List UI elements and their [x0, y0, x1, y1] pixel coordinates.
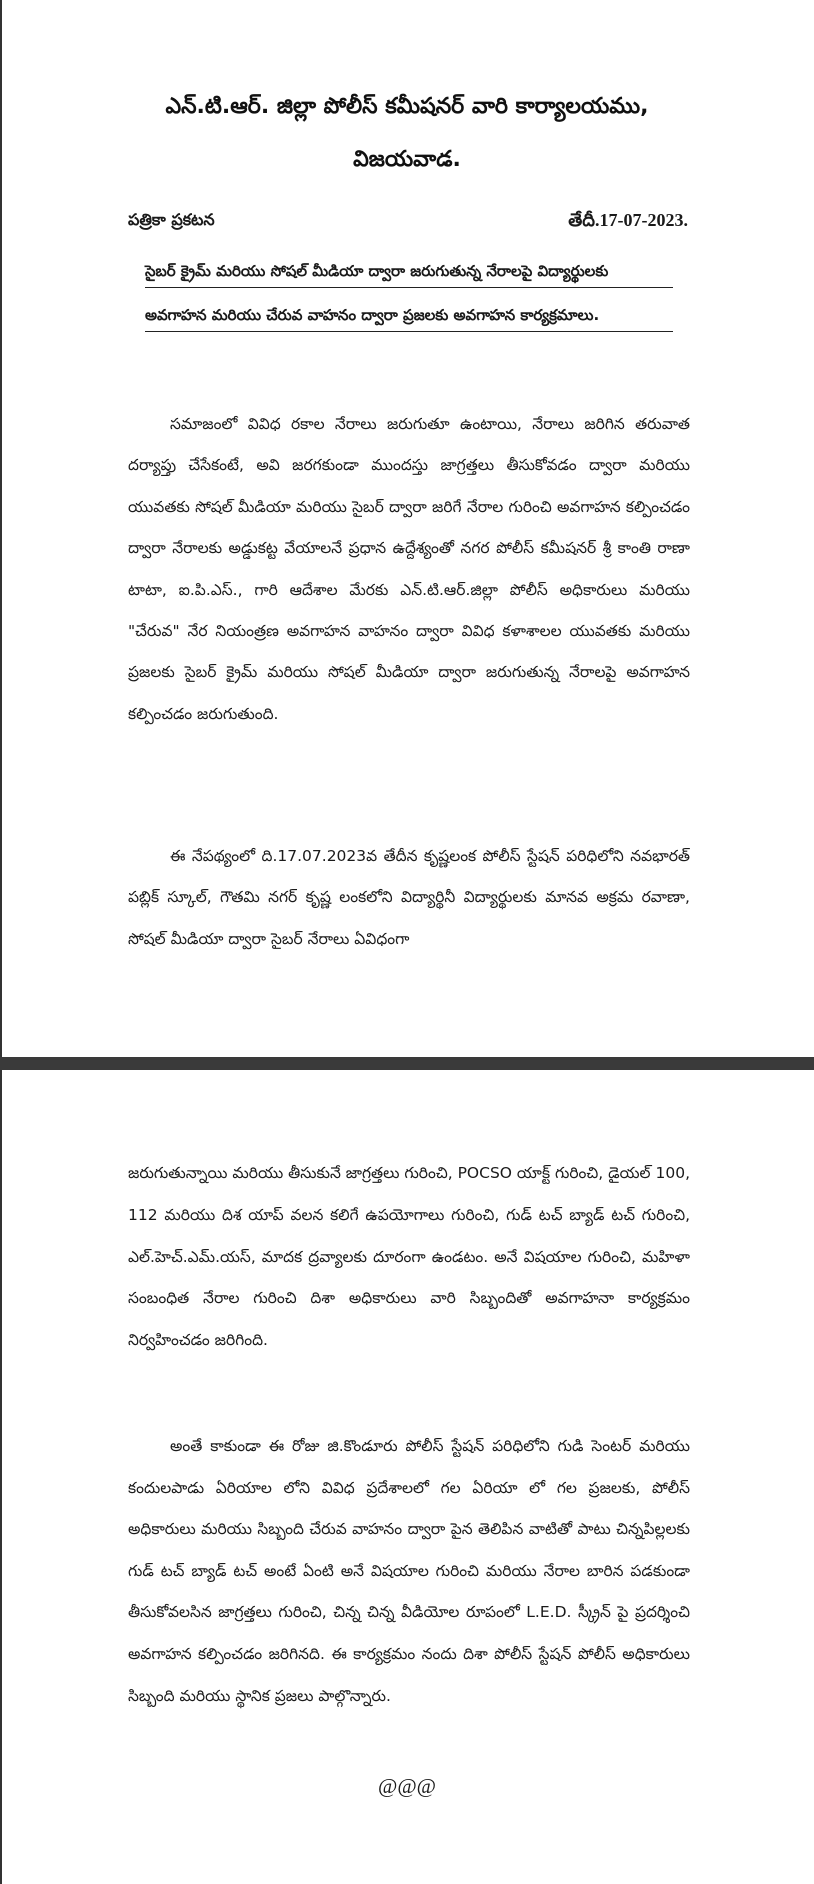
subject-line-1: సైబర్ క్రైమ్ మరియు సోషల్ మీడియా ద్వారా జరుగుతున్న నేరాలపై విద్యార్థులకు: [145, 261, 673, 288]
body-paragraph-2: [128, 836, 690, 960]
office-title: ఎన్.టి.ఆర్. జిల్లా పోలీస్ కమీషనర్ వారి కార్యాలయము,: [165, 94, 649, 119]
office-city: విజయవాడ.: [353, 147, 461, 172]
paragraph-2-text: ఈ నేపథ్యంలో ది.17.07.2023వ తేదీన కృష్ణలంక పోలీస్ స్టేషన్ పరిధిలోని నవభారత్ పబ్లిక్ స్కూల్, గౌతమి నగర్ కృష్ణ లంకలోని విద్యార్థినీ విద్యార్థులకు మానవ అక్రమ రవాణా, సోషల్ మీడియా ద్వారా సైబర్ నేరాలు ఏవిధంగా: [128, 847, 690, 948]
page-divider: [0, 1057, 814, 1070]
paragraph-4-text: అంతే కాకుండా ఈ రోజు జి.కొండూరు పోలీస్ స్టేషన్ పరిధిలోని గుడి సెంటర్ మరియు కందులపాడు ఏరియాల లోని వివిధ ప్రదేశాలలో గల ఏరియా లో గల ప్రజలకు, పోలీస్ అధికారులు మరియు సిబ్బంది చేరువ వాహనం ద్వారా పైన తెలిపిన వాటితో పాటు చిన్నపిల్లలకు గుడ్ టచ్ బ్యాడ్ టచ్ అంటే ఏంటి అనే విషయాల గురించి మరియు నేరాల బారిన పడకుండా తీసుకోవలసిన జాగ్రత్తలు గురించి, చిన్న చిన్న వీడియోల రూపంలో L.E.D. స్క్రీన్ పై ప్రదర్శించి అవగాహన కల్పించడం జరిగినది. ఈ కార్యక్రమం నందు దిశా పోలీస్ స్టేషన్ పోలీస్ అధికారులు సిబ్బంది మరియు స్థానిక ప్రజలు పాల్గొన్నారు.: [128, 1437, 690, 1705]
release-date: తేదీ.17-07-2023.: [568, 210, 688, 230]
paragraph-3-text: జరుగుతున్నాయి మరియు తీసుకునే జాగ్రత్తలు గురించి, POCSO యాక్ట్ గురించి, డైయల్ 100, 112 మరియు దిశ యాప్ వలన కలిగే ఉపయోగాలు గురించి, గుడ్ టచ్ బ్యాడ్ టచ్ గురించి, ఎల్.హెచ్.ఎమ్.యస్, మాదక ద్రవ్యాలకు దూరంగా ఉండటం. అనే విషయాల గురించి, మహిళా సంబంధిత నేరాల గురించి దిశా అధికారులు వారి సిబ్బందితో అవగాహనా కార్యక్రమం నిర్వహించడం జరిగింది.: [128, 1164, 690, 1350]
paragraph-1-text: సమాజంలో వివిధ రకాల నేరాలు జరుగుతూ ఉంటాయి, నేరాలు జరిగిన తరువాత దర్యాప్తు చేసేకంటే, అవి జరగకుండా ముందస్తు జాగ్రత్తలు తీసుకోవడం ద్వారా మరియు యువతకు సోషల్ మీడియా మరియు సైబర్ ద్వారా జరిగే నేరాల గురించి అవగాహన కల్పించడం ద్వారా నేరాలకు అడ్డుకట్ట వేయాలనే ప్రధాన ఉద్దేశ్యంతో నగర పోలీస్ కమీషనర్ శ్రీ కాంతి రాణా టాటా, ఐ.పి.ఎస్., గారి ఆదేశాల మేరకు ఎన్.టి.ఆర్.జిల్లా పోలీస్ అధికారులు మరియు "చేరువ" నేర నియంత్రణ అవగాహన వాహనం ద్వారా వివిధ కళాశాలల యువతకు మరియు ప్రజలకు సైబర్ క్రైమ్ మరియు సోషల్ మీడియా ద్వారా జరుగుతున్న నేరాలపై అవగాహన కల్పించడం జరుగుతుంది.: [128, 415, 690, 723]
body-paragraph-1: [128, 404, 690, 735]
body-paragraph-3: [128, 1153, 690, 1362]
press-release-meta: [128, 209, 688, 231]
subject-line-2: అవగాహన మరియు చేరువ వాహనం ద్వారా ప్రజలకు అవగాహన కార్యక్రమాలు.: [145, 305, 673, 332]
closing-mark: @@@: [377, 1774, 437, 1798]
body-paragraph-4: [128, 1426, 690, 1717]
press-release-label: పత్రికా ప్రకటన: [128, 210, 215, 229]
